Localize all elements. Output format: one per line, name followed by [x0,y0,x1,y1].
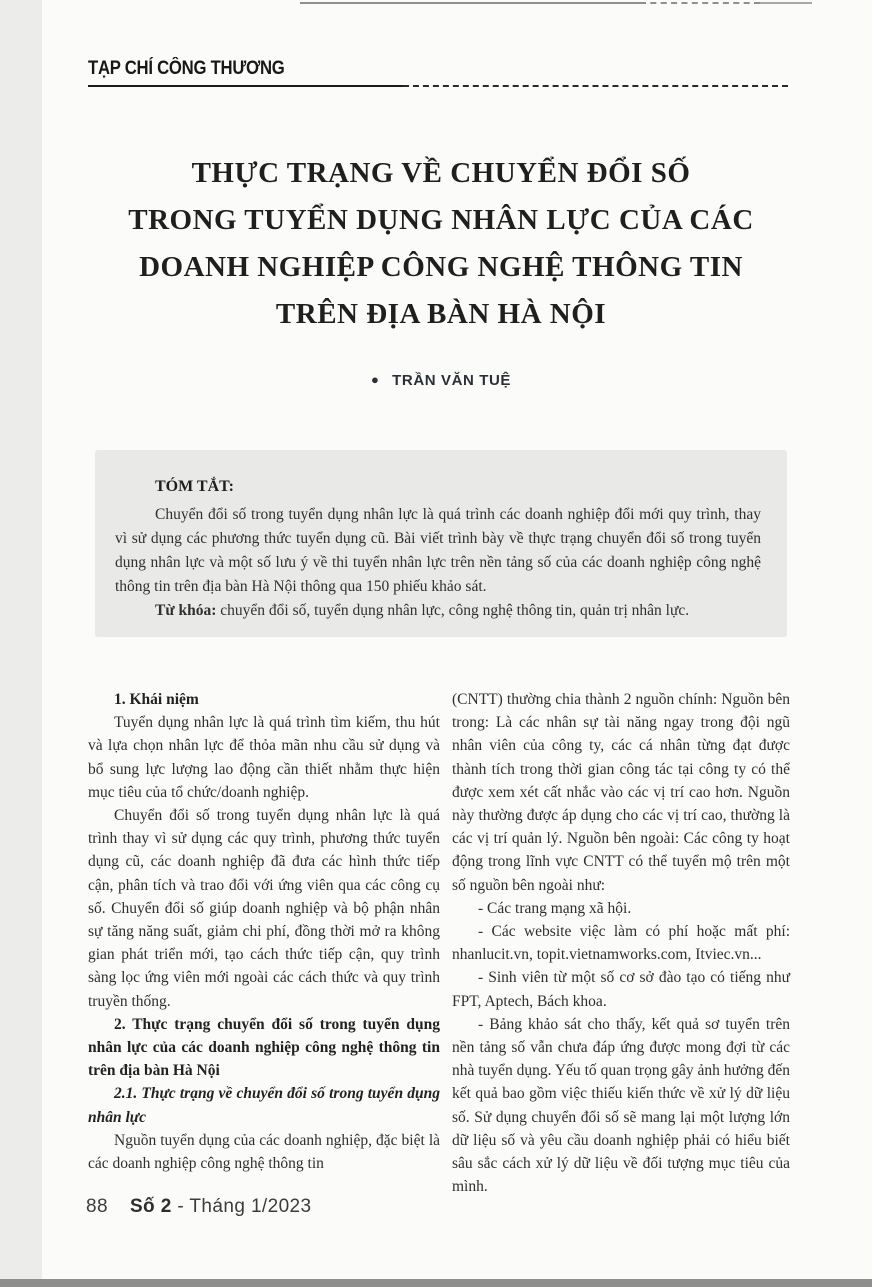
body-paragraph: Chuyển đổi số trong tuyển dụng nhân lực là quá trình thay vì sử dụng các quy trình, phương thức tuyển dụng cũ, các doanh nghiệp đã đưa các hình thức tiếp cận, phân tích và trao đổi với ứng viên qua các công cụ số. Chuyển đổi số giúp doanh nghiệp và bộ phận nhân sự tăng năng suất, giảm chi phí, đồng thời mở ra không gian phát triển mới, tạo cách thức tiếp cận, quy trình sàng lọc ứng viên mới ngoài các cách thức và quy trình truyền thống. [88,807,440,1010]
article-title [95,150,787,338]
keywords-text: chuyển đổi số, tuyển dụng nhân lực, công nghệ thông tin, quản trị nhân lực. [216,602,690,619]
list-item: - Sinh viên từ một số cơ sở đào tạo có tiếng như FPT, Aptech, Bách khoa. [452,969,790,1010]
header-rule [88,85,788,87]
abstract-text: Chuyển đổi số trong tuyển dụng nhân lực là quá trình các doanh nghiệp đổi mới quy trình, thay vì sử dụng các phương thức tuyển dụng cũ. Bài viết trình bày về thực trạng chuyển đổi số trong tuyển dụng nhân lực và một số lưu ý về thi tuyển nhân lực trên nền tảng số của các doanh nghiệp công nghệ thông tin trên địa bàn Hà Nội thông qua 150 phiếu khảo sát. [115,506,761,595]
author-bullet-icon: ● [370,372,380,387]
scan-artifact-segment [760,2,812,4]
article-title-line: DOANH NGHIỆP CÔNG NGHỆ THÔNG TIN [139,251,743,283]
author-line [95,372,787,389]
keywords-label: Từ khóa: [155,602,217,619]
body-paragraph: Nguồn tuyển dụng của các doanh nghiệp, đặc biệt là các doanh nghiệp công nghệ thông tin [88,1131,440,1173]
header-rule-solid [88,85,403,87]
article-body [88,688,790,1198]
issue-date: - Tháng 1/2023 [171,1196,312,1217]
scan-edge-strip [0,0,42,1287]
left-column [88,688,440,1198]
author-name: TRẦN VĂN TUỆ [392,372,512,389]
section-heading-1: 1. Khái niệm [114,691,199,708]
right-column [452,688,790,1198]
scan-artifact-segment [300,2,640,4]
body-paragraph: (CNTT) thường chia thành 2 nguồn chính: Nguồn bên trong: Là các nhân sự tài năng ngay trong đội ngũ nhân viên của công ty, các cá nhân từng đạt được thành tích trong thời gian công tác tại công ty có thể được xem xét cất nhắc vào các vị trí cao hơn. Nguồn này thường được áp dụng cho các vị trí cao, thường là các vị trí quản lý. Nguồn bên ngoài: Các công ty hoạt động trong lĩnh vực CNTT có thể tuyển mộ trên một số nguồn bên ngoài như: [452,691,790,894]
subsection-heading-2-1: 2.1. Thực trạng về chuyển đổi số trong tuyển dụng nhân lực [88,1085,440,1126]
body-paragraph: Tuyển dụng nhân lực là quá trình tìm kiếm, thu hút và lựa chọn nhân lực để thỏa mãn nhu cầu sử dụng và bổ sung lực lượng lao động cần thiết nhằm thực hiện mục tiêu của tổ chức/doanh nghiệp. [88,714,440,801]
section-heading-2: 2. Thực trạng chuyển đổi số trong tuyển dụng nhân lực của các doanh nghiệp công nghệ thông tin trên địa bàn Hà Nội [88,1015,440,1080]
scan-edge-bottom [0,1279,872,1287]
list-item: - Bảng khảo sát cho thấy, kết quả sơ tuyển trên nền tảng số vẫn chưa đáp ứng được mong đợi từ các nhà tuyển dụng. Yếu tố quan trọng gây ảnh hưởng đến kết quả bao gồm việc thiếu kiến thức về xử lý dữ liệu số. Sử dụng chuyển đổi số sẽ mang lại một lượng lớn dữ liệu số và yêu cầu doanh nghiệp phải có hiểu biết sâu sắc cách xử lý dữ liệu về đối tượng mục tiêu của mình. [452,1015,790,1196]
article-title-line: THỰC TRẠNG VỀ CHUYỂN ĐỔI SỐ [191,157,691,189]
abstract-keywords [115,599,761,623]
article-title-line: TRÊN ĐỊA BÀN HÀ NỘI [275,298,607,330]
page-footer [86,1196,311,1218]
scan-artifact-segment [640,2,760,4]
header-rule-dashed [403,85,788,87]
page-number: 88 [86,1196,108,1217]
abstract-box [95,450,787,637]
issue-label: Số 2 [129,1196,172,1217]
list-item: - Các trang mạng xã hội. [478,899,632,917]
article-title-line: TRONG TUYỂN DỤNG NHÂN LỰC CỦA CÁC [128,204,754,236]
journal-name: TẠP CHÍ CÔNG THƯƠNG [88,58,285,79]
abstract-heading: TÓM TẮT: [155,478,234,495]
running-head [88,58,788,87]
list-item: - Các website việc làm có phí hoặc mất phí: nhanlucit.vn, topit.vietnamworks.com, Itviec.vn... [452,923,790,964]
